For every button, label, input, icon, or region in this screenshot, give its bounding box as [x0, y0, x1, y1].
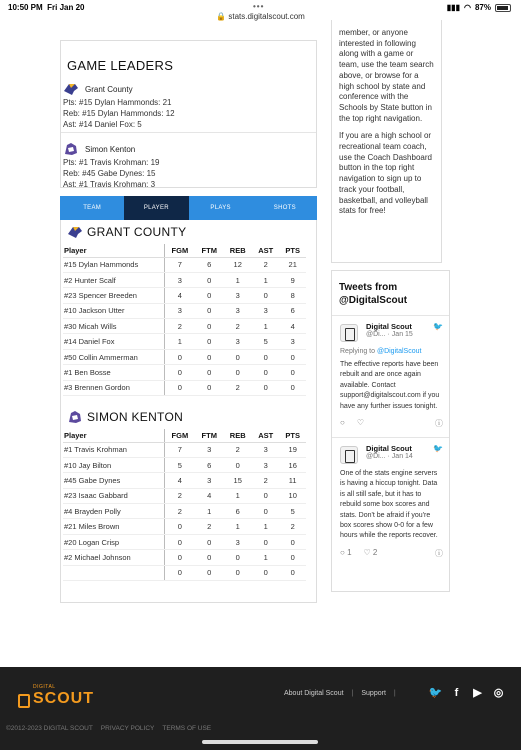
leader-line: Reb: #45 Gabe Dynes: 15: [63, 169, 156, 178]
divider: [61, 132, 316, 133]
table-row: [63, 504, 306, 519]
url-text: stats.digitalscout.com: [228, 12, 305, 21]
team-heading: SIMON KENTON: [67, 405, 316, 429]
info-paragraph: If you are a high school or recreational team coach, use the Coach Dashboard button in the top right navigation to sign up to track your football, basketball, and volleyball stats for free!: [339, 131, 432, 216]
player-name[interactable]: #30 Micah Wills: [63, 319, 164, 334]
stat-cell: 0: [279, 565, 306, 580]
stat-cell: 3: [252, 303, 279, 318]
stat-cell: 11: [279, 473, 306, 488]
game-leaders-title: GAME LEADERS: [67, 58, 174, 73]
tweet-reply-to: Replying to @DigitalScout: [340, 348, 422, 355]
stat-cell: 2: [279, 519, 306, 534]
table-body: [63, 257, 306, 396]
site-footer: [0, 667, 521, 750]
stat-cell: 7: [164, 257, 195, 272]
clipboard-icon: [18, 694, 30, 708]
reply-icon[interactable]: ○: [340, 418, 345, 428]
player-name[interactable]: #20 Logan Crisp: [63, 534, 164, 549]
info-paragraph: member, or anyone interested in following along with a game or team, use the team search above, or browse for a high school by state and conference with the Schools by State button in the top right navigation.: [339, 28, 434, 123]
player-name[interactable]: #3 Brennen Gordon: [63, 380, 164, 395]
tweet-body: One of the stats engine servers is having a hiccup tonight. Data is all still safe, but it has to rebuild some box scores and stats. Don't be afraid if you're box scores show 0-0 for a few hours while the reports recover.: [340, 470, 438, 540]
player-name[interactable]: #2 Hunter Scalf: [63, 272, 164, 287]
player-name[interactable]: #23 Isaac Gabbard: [63, 488, 164, 503]
column-header: REB: [223, 244, 252, 257]
stat-cell: 3: [195, 473, 223, 488]
column-header: FGM: [164, 244, 195, 257]
stat-cell: 2: [252, 473, 279, 488]
stat-cell: 6: [279, 303, 306, 318]
stat-cell: 5: [252, 334, 279, 349]
reply-icon[interactable]: ○ 1: [340, 547, 352, 557]
battery-icon: [495, 4, 511, 12]
column-header: AST: [252, 244, 279, 257]
tweet[interactable]: [332, 437, 449, 559]
stat-cell: 4: [164, 473, 195, 488]
reply-link[interactable]: @DigitalScout: [376, 348, 422, 355]
leader-line: Pts: #15 Dylan Hammonds: 21: [63, 98, 172, 107]
tab-player[interactable]: PLAYER: [124, 196, 188, 220]
divider: |: [393, 690, 396, 697]
stat-cell: 4: [195, 488, 223, 503]
leader-line: Ast: #14 Daniel Fox: 5: [63, 120, 142, 129]
stat-cell: 0: [223, 365, 252, 380]
simon-kenton-logo: [63, 141, 79, 157]
footer-links: [284, 690, 396, 697]
tweet-actions: [340, 548, 443, 559]
home-indicator[interactable]: [202, 740, 318, 744]
stat-cell: 0: [279, 365, 306, 380]
game-leaders-card: [60, 40, 317, 188]
tweet-handle-date: @Di... · Jan 14: [366, 453, 413, 461]
stat-cell: 0: [252, 534, 279, 549]
stat-cell: 1: [195, 504, 223, 519]
player-name[interactable]: #4 Brayden Polly: [63, 504, 164, 519]
table-row: [63, 473, 306, 488]
stat-cell: 2: [223, 380, 252, 395]
stat-cell: 0: [195, 565, 223, 580]
stat-cell: 0: [164, 565, 195, 580]
lock-icon: 🔒: [216, 12, 227, 21]
tweet-body: The effective reports have been rebuilt and are once again available. Contact support@digitalscout.com if you have any further issues tonight.: [340, 361, 440, 410]
youtube-icon[interactable]: ▶: [473, 687, 482, 699]
stat-cell: 3: [223, 288, 252, 303]
column-header: AST: [252, 429, 279, 442]
stat-cell: 1: [252, 319, 279, 334]
table-row: [63, 442, 306, 457]
stat-cell: 3: [223, 534, 252, 549]
twitter-timeline: [331, 270, 450, 592]
stat-cell: 0: [223, 565, 252, 580]
stat-cell: 2: [164, 319, 195, 334]
stat-cell: 3: [252, 442, 279, 457]
tweets-title[interactable]: Tweets from @DigitalScout: [339, 282, 408, 306]
player-name[interactable]: #45 Gabe Dynes: [63, 473, 164, 488]
stat-cell: 16: [279, 457, 306, 472]
avatar[interactable]: [340, 324, 358, 342]
stat-cell: 0: [195, 380, 223, 395]
table-row: [63, 334, 306, 349]
stat-cell: 21: [279, 257, 306, 272]
stat-cell: 1: [223, 488, 252, 503]
stat-cell: 6: [195, 257, 223, 272]
status-right: [447, 3, 511, 12]
leader-line: Pts: #1 Travis Krohman: 19: [63, 158, 160, 167]
copyright-row: [6, 725, 211, 732]
copyright: ©2012-2023 DIGITAL SCOUT: [6, 725, 93, 732]
player-name[interactable]: #21 Miles Brown: [63, 519, 164, 534]
table-row: [63, 257, 306, 272]
stat-cell: 0: [195, 303, 223, 318]
stats-tabs: [60, 196, 317, 220]
stat-cell: 8: [279, 288, 306, 303]
leader-team: Simon Kenton: [63, 141, 316, 157]
table-row: [63, 519, 306, 534]
tweet-header: [340, 444, 443, 464]
info-icon[interactable]: ⓘ: [435, 548, 443, 558]
stat-cell: 0: [195, 272, 223, 287]
stat-cell: 0: [252, 288, 279, 303]
stat-cell: 0: [252, 565, 279, 580]
digital-scout-logo[interactable]: [18, 684, 94, 708]
stat-cell: 2: [164, 504, 195, 519]
player-name[interactable]: #10 Jackson Utter: [63, 303, 164, 318]
stat-cell: 9: [279, 272, 306, 287]
table-row: [63, 288, 306, 303]
table-row: [63, 488, 306, 503]
stat-cell: 0: [223, 457, 252, 472]
stat-cell: 3: [195, 442, 223, 457]
stat-cell: 0: [252, 488, 279, 503]
stat-cell: 0: [279, 550, 306, 565]
stat-cell: 1: [252, 550, 279, 565]
tab-shots[interactable]: SHOTS: [273, 205, 296, 211]
wifi-icon: ◠: [464, 3, 471, 12]
stat-cell: 0: [164, 519, 195, 534]
stat-cell: 19: [279, 442, 306, 457]
tweet-author: [366, 322, 413, 338]
player-name[interactable]: #10 Jay Bilton: [63, 457, 164, 472]
stat-cell: 2: [252, 257, 279, 272]
stat-cell: 7: [164, 442, 195, 457]
battery-percent: 87%: [474, 3, 491, 12]
player-name[interactable]: #2 Michael Johnson: [63, 550, 164, 565]
stat-cell: 0: [164, 550, 195, 565]
table-row: [63, 534, 306, 549]
stat-cell: 2: [164, 488, 195, 503]
stat-cell: 0: [164, 534, 195, 549]
stat-cell: 0: [195, 334, 223, 349]
like-icon[interactable]: ♡: [356, 418, 365, 428]
stat-cell: 0: [252, 504, 279, 519]
stat-cell: 0: [164, 365, 195, 380]
player-name[interactable]: [63, 565, 164, 580]
player-name[interactable]: #1 Ben Bosse: [63, 365, 164, 380]
info-panel: [331, 20, 442, 263]
stat-cell: 3: [164, 272, 195, 287]
divider: |: [351, 690, 354, 697]
stat-cell: 1: [223, 519, 252, 534]
column-header: FTM: [195, 429, 223, 442]
stat-cell: 6: [223, 504, 252, 519]
column-header: FTM: [195, 244, 223, 257]
like-icon[interactable]: ♡ 2: [363, 547, 378, 557]
tab-plays[interactable]: PLAYS: [210, 205, 231, 211]
terms-link[interactable]: TERMS OF USE: [162, 725, 212, 732]
stat-cell: 3: [223, 334, 252, 349]
table-row: [63, 349, 306, 364]
tweet-author-name[interactable]: Digital Scout: [366, 322, 412, 331]
stat-cell: 12: [223, 257, 252, 272]
table-row: [63, 380, 306, 395]
tweet-handle-date: @Di... · Jan 15: [366, 331, 413, 338]
stat-cell: 3: [164, 303, 195, 318]
stat-cell: 0: [195, 365, 223, 380]
stat-cell: 0: [195, 349, 223, 364]
table-header-row: [63, 429, 306, 442]
stat-cell: 5: [279, 504, 306, 519]
privacy-link[interactable]: PRIVACY POLICY: [100, 725, 155, 732]
stat-cell: 1: [252, 272, 279, 287]
table-body: [63, 442, 306, 581]
column-header: PTS: [279, 429, 306, 442]
stat-cell: 4: [164, 288, 195, 303]
about-link[interactable]: About Digital Scout: [284, 690, 344, 697]
signal-icon: ▮▮▮: [446, 3, 460, 12]
stat-cell: 0: [223, 349, 252, 364]
twitter-bird-icon[interactable]: 🐦: [433, 444, 443, 454]
more-dots-icon[interactable]: •••: [253, 2, 265, 11]
stat-cell: 0: [164, 380, 195, 395]
stat-cell: 0: [195, 534, 223, 549]
tweet-actions: [340, 418, 443, 429]
stat-cell: 0: [252, 380, 279, 395]
stat-cell: 15: [223, 473, 252, 488]
info-icon[interactable]: ⓘ: [435, 419, 443, 429]
table-row: [63, 272, 306, 287]
avatar[interactable]: [340, 446, 358, 464]
table-row: [63, 365, 306, 380]
tab-team[interactable]: TEAM: [83, 205, 102, 211]
stat-cell: 0: [279, 349, 306, 364]
stat-cell: 10: [279, 488, 306, 503]
stat-cell: 2: [195, 519, 223, 534]
stat-cell: 0: [279, 534, 306, 549]
table-row: [63, 319, 306, 334]
stat-cell: 3: [279, 334, 306, 349]
stat-cell: 1: [164, 334, 195, 349]
table-row: [63, 550, 306, 565]
stat-cell: 0: [252, 349, 279, 364]
stat-cell: 2: [223, 442, 252, 457]
player-name[interactable]: #15 Dylan Hammonds: [63, 257, 164, 272]
social-links: [428, 686, 506, 701]
facebook-icon[interactable]: f: [454, 687, 459, 699]
player-name[interactable]: #50 Collin Ammerman: [63, 349, 164, 364]
url-bar[interactable]: [0, 12, 521, 21]
status-time: 10:50 PM Fri Jan 20: [8, 3, 85, 12]
simon-kenton-logo: [67, 409, 83, 425]
stat-cell: 0: [164, 349, 195, 364]
stat-cell: 3: [252, 457, 279, 472]
stat-cell: 4: [279, 319, 306, 334]
stat-cell: 0: [279, 380, 306, 395]
player-box-score: [60, 220, 317, 603]
tweet-author: [366, 444, 413, 460]
leader-line: Ast: #1 Travis Krohman: 3: [63, 180, 156, 189]
tweet-header: [340, 322, 443, 342]
table-row: [63, 457, 306, 472]
column-header: Player: [63, 244, 164, 257]
brand-text: DIGITAL SCOUT: [33, 684, 94, 707]
player-name[interactable]: #23 Spencer Breeden: [63, 288, 164, 303]
stat-cell: 0: [195, 550, 223, 565]
table-header-row: [63, 244, 306, 257]
team-heading: GRANT COUNTY: [67, 220, 316, 244]
column-header: PTS: [279, 244, 306, 257]
stat-cell: 1: [223, 272, 252, 287]
leader-line: Reb: #15 Dylan Hammonds: 12: [63, 109, 175, 118]
leader-team: Grant County: [63, 81, 316, 97]
twitter-bird-icon[interactable]: 🐦: [433, 322, 443, 331]
tweet[interactable]: [332, 315, 449, 429]
tweet-author-name[interactable]: Digital Scout: [366, 444, 412, 454]
twitter-icon[interactable]: 🐦: [428, 687, 443, 699]
instagram-icon[interactable]: ◎: [493, 687, 504, 699]
stat-cell: 6: [195, 457, 223, 472]
stat-cell: 1: [252, 519, 279, 534]
stat-cell: 5: [164, 457, 195, 472]
stat-cell: 3: [223, 303, 252, 318]
player-name[interactable]: #14 Daniel Fox: [63, 334, 164, 349]
table-row: [63, 565, 306, 580]
stat-cell: 0: [195, 319, 223, 334]
table-row: [63, 303, 306, 318]
grant-county-logo: [63, 81, 79, 97]
stat-cell: 2: [223, 319, 252, 334]
grant-county-logo: [67, 224, 83, 240]
simon-kenton-table: [63, 429, 306, 581]
column-header: Player: [63, 429, 164, 442]
grant-county-table: [63, 244, 306, 396]
player-name[interactable]: #1 Travis Krohman: [63, 442, 164, 457]
column-header: REB: [223, 429, 252, 442]
stat-cell: 0: [195, 288, 223, 303]
stat-cell: 0: [223, 550, 252, 565]
support-link[interactable]: Support: [361, 690, 386, 697]
column-header: FGM: [164, 429, 195, 442]
stat-cell: 0: [252, 365, 279, 380]
